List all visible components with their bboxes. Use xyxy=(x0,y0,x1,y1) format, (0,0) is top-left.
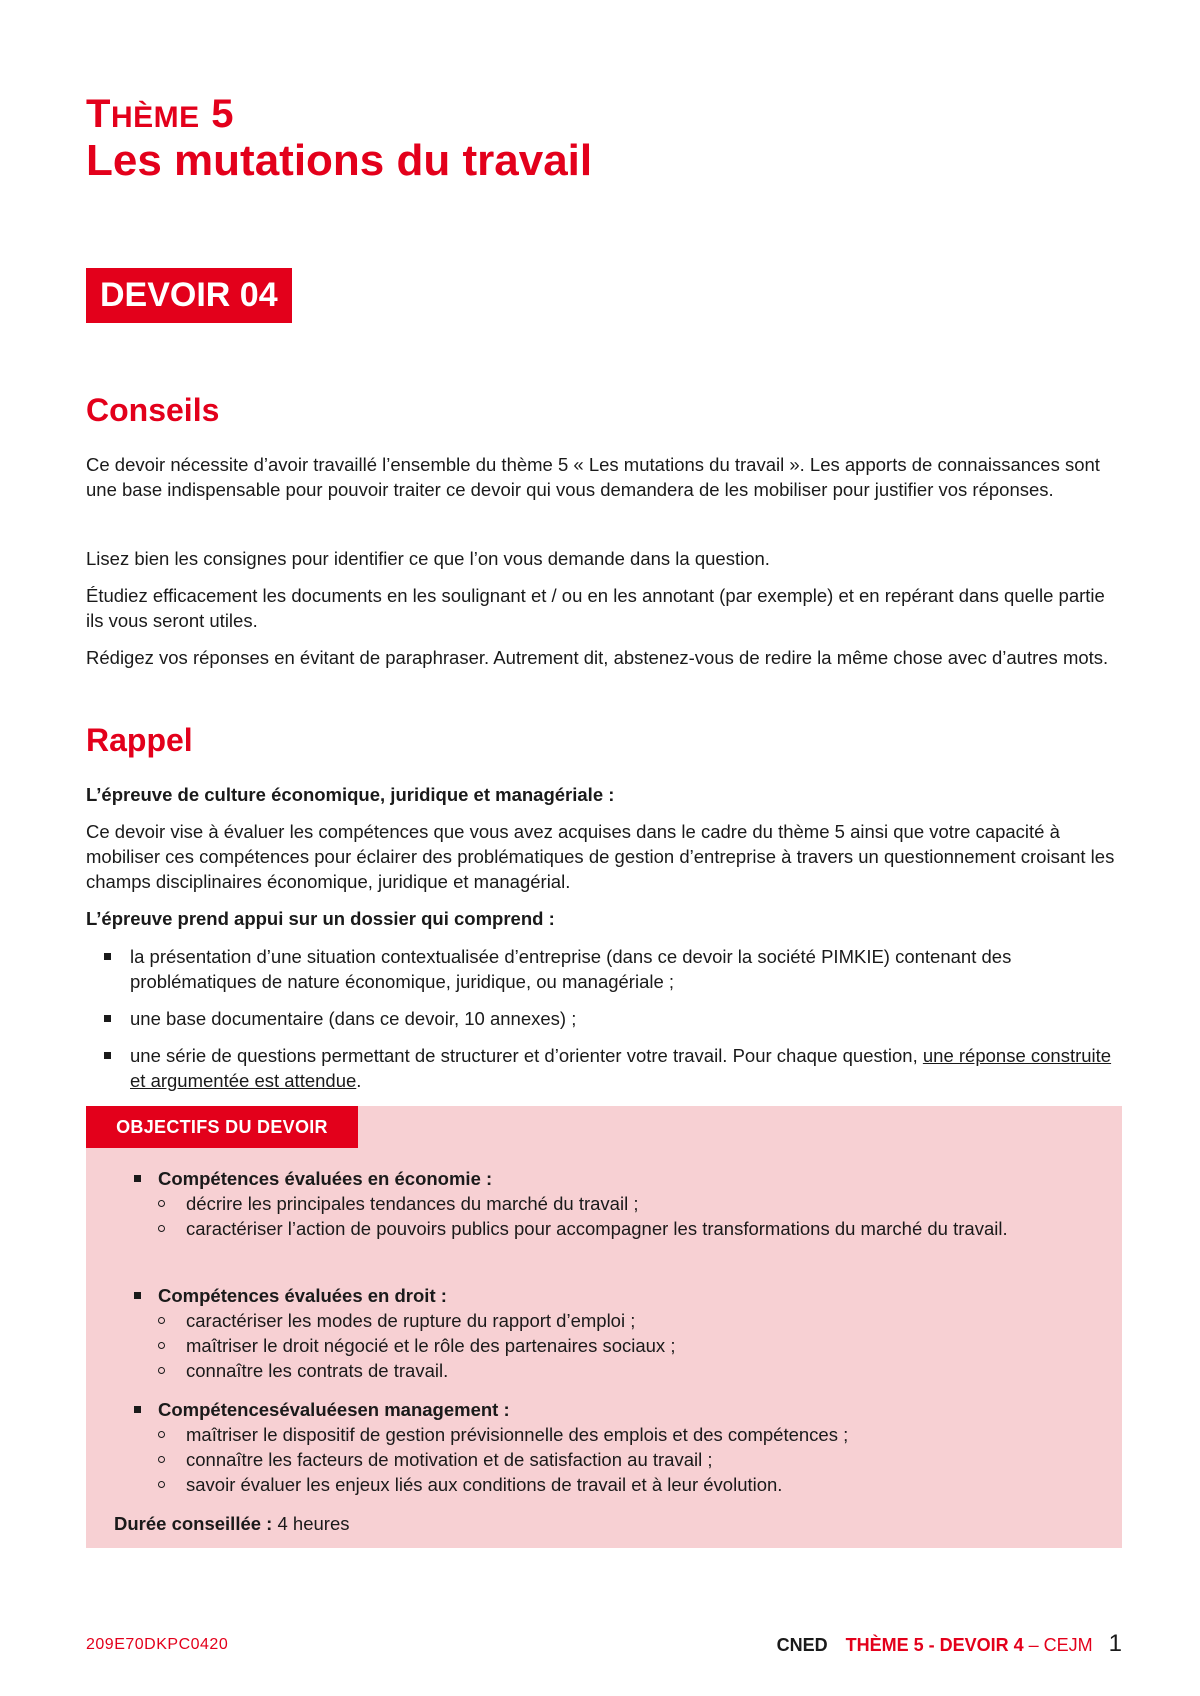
dossier-list xyxy=(130,944,1120,1105)
bullet-icon xyxy=(104,1052,111,1059)
circle-bullet-icon xyxy=(158,1317,165,1324)
competences-economie xyxy=(158,1166,1098,1241)
group-title-text: Compétences évaluées en droit : xyxy=(158,1285,447,1306)
conseils-paragraph-4: Rédigez vos réponses en évitant de paraphraser. Autrement dit, abstenez-vous de redire la même chose avec d’autres mots. xyxy=(86,647,1109,668)
page-number: 1 xyxy=(1108,1630,1122,1657)
conseils-heading: Conseils xyxy=(86,392,220,428)
circle-bullet-icon xyxy=(158,1225,165,1232)
competence-group-title xyxy=(158,1166,1098,1191)
group-title-text: Compétences évaluées en économie : xyxy=(158,1168,493,1189)
competence-group-title xyxy=(158,1397,1098,1422)
bullet-icon xyxy=(134,1292,141,1299)
list-item xyxy=(186,1191,1098,1216)
theme-number: 5 xyxy=(211,92,234,136)
bullet-icon xyxy=(104,953,111,960)
bullet-icon xyxy=(104,1015,111,1022)
rappel-heading: Rappel xyxy=(86,722,193,758)
competence-group-title xyxy=(158,1283,1098,1308)
list-item xyxy=(186,1472,1098,1497)
list-item-text: connaître les facteurs de motivation et de satisfaction au travail ; xyxy=(186,1449,713,1470)
circle-bullet-icon xyxy=(158,1200,165,1207)
list-item-end: . xyxy=(356,1070,362,1091)
conseils-paragraph-3: Étudiez efficacement les documents en les soulignant et / ou en les annotant (par exemple) et en repérant dans quelle partie ils vous seront utiles. xyxy=(86,585,1105,631)
duree-conseillee xyxy=(114,1513,349,1535)
conseils-paragraph-2: Lisez bien les consignes pour identifier ce que l’on vous demande dans la question. xyxy=(86,548,770,569)
group-title-text: Compétencesévaluéesen management : xyxy=(158,1399,510,1420)
circle-bullet-icon xyxy=(158,1431,165,1438)
circle-bullet-icon xyxy=(158,1481,165,1488)
bullet-icon xyxy=(134,1175,141,1182)
list-item xyxy=(130,1043,1120,1093)
list-item xyxy=(186,1358,1098,1383)
list-item-text: caractériser l’action de pouvoirs publics pour accompagner les transformations du marché du travail. xyxy=(186,1218,1008,1239)
competences-droit xyxy=(158,1283,1098,1383)
rappel-subheading-epreuve: L’épreuve de culture économique, juridique et managériale : xyxy=(86,784,615,805)
document-code: 209E70DKPC0420 xyxy=(86,1636,229,1653)
list-item xyxy=(186,1447,1098,1472)
circle-bullet-icon xyxy=(158,1342,165,1349)
footer-info xyxy=(777,1630,1122,1658)
rappel-subheading-dossier: L’épreuve prend appui sur un dossier qui comprend : xyxy=(86,908,555,929)
page-title: Les mutations du travail xyxy=(86,136,593,185)
list-item-text: caractériser les modes de rupture du rapport d’emploi ; xyxy=(186,1310,636,1331)
duree-label: Durée conseillée : xyxy=(114,1513,273,1534)
bullet-icon xyxy=(134,1406,141,1413)
competences-management xyxy=(158,1397,1098,1497)
list-item-text: maîtriser le droit négocié et le rôle des partenaires sociaux ; xyxy=(186,1335,676,1356)
conseils-paragraph-1: Ce devoir nécessite d’avoir travaillé l’ensemble du thème 5 « Les mutations du travail ». Les apports de connaissances sont une base indispensable pour pouvoir traiter ce devoir qui vous demandera de les mobiliser pour justifier vos réponses. xyxy=(86,454,1100,500)
footer-theme-devoir: THÈME 5 - DEVOIR 4 xyxy=(845,1635,1024,1655)
circle-bullet-icon xyxy=(158,1456,165,1463)
list-item xyxy=(186,1216,1098,1241)
list-item xyxy=(130,1006,1120,1031)
list-item xyxy=(186,1333,1098,1358)
list-item-text: décrire les principales tendances du marché du travail ; xyxy=(186,1193,639,1214)
underlined-emphasis: une réponse construite et argumentée est attendue xyxy=(130,1045,1112,1091)
rappel-paragraph: Ce devoir vise à évaluer les compétences que vous avez acquises dans le cadre du thème 5 ainsi que votre capacité à mobiliser ces compétences pour éclairer des problématiques de gestion d’entreprise à travers un questionnement croisant les champs disciplinaires économique, juridique et managérial. xyxy=(86,821,1115,892)
footer-separator: – xyxy=(1023,1635,1044,1655)
theme-first-letter: T xyxy=(86,92,111,136)
circle-bullet-icon xyxy=(158,1367,165,1374)
list-item-text: la présentation d’une situation contextualisée d’entreprise (dans ce devoir la société PIMKIE) contenant des problématiques de nature économique, juridique, ou managériale ; xyxy=(130,946,1012,992)
list-item-text: savoir évaluer les enjeux liés aux conditions de travail et à leur évolution. xyxy=(186,1474,783,1495)
theme-small-caps: HÈME xyxy=(110,101,200,134)
duree-value: 4 heures xyxy=(272,1513,350,1534)
list-item-text: une base documentaire (dans ce devoir, 10 annexes) ; xyxy=(130,1008,577,1029)
list-item xyxy=(186,1308,1098,1333)
footer-subject: CEJM xyxy=(1043,1635,1093,1655)
list-item-text: maîtriser le dispositif de gestion prévisionnelle des emplois et des compétences ; xyxy=(186,1424,849,1445)
list-item xyxy=(130,944,1120,994)
brand-name: CNED xyxy=(776,1635,828,1655)
list-item-text: connaître les contrats de travail. xyxy=(186,1360,449,1381)
list-item-text: une série de questions permettant de structurer et d’orienter votre travail. Pour chaque question, xyxy=(130,1045,923,1066)
devoir-badge: DEVOIR 04 xyxy=(86,268,292,323)
objectifs-tab: OBJECTIFS DU DEVOIR xyxy=(86,1106,358,1148)
theme-label xyxy=(86,92,234,137)
list-item xyxy=(186,1422,1098,1447)
